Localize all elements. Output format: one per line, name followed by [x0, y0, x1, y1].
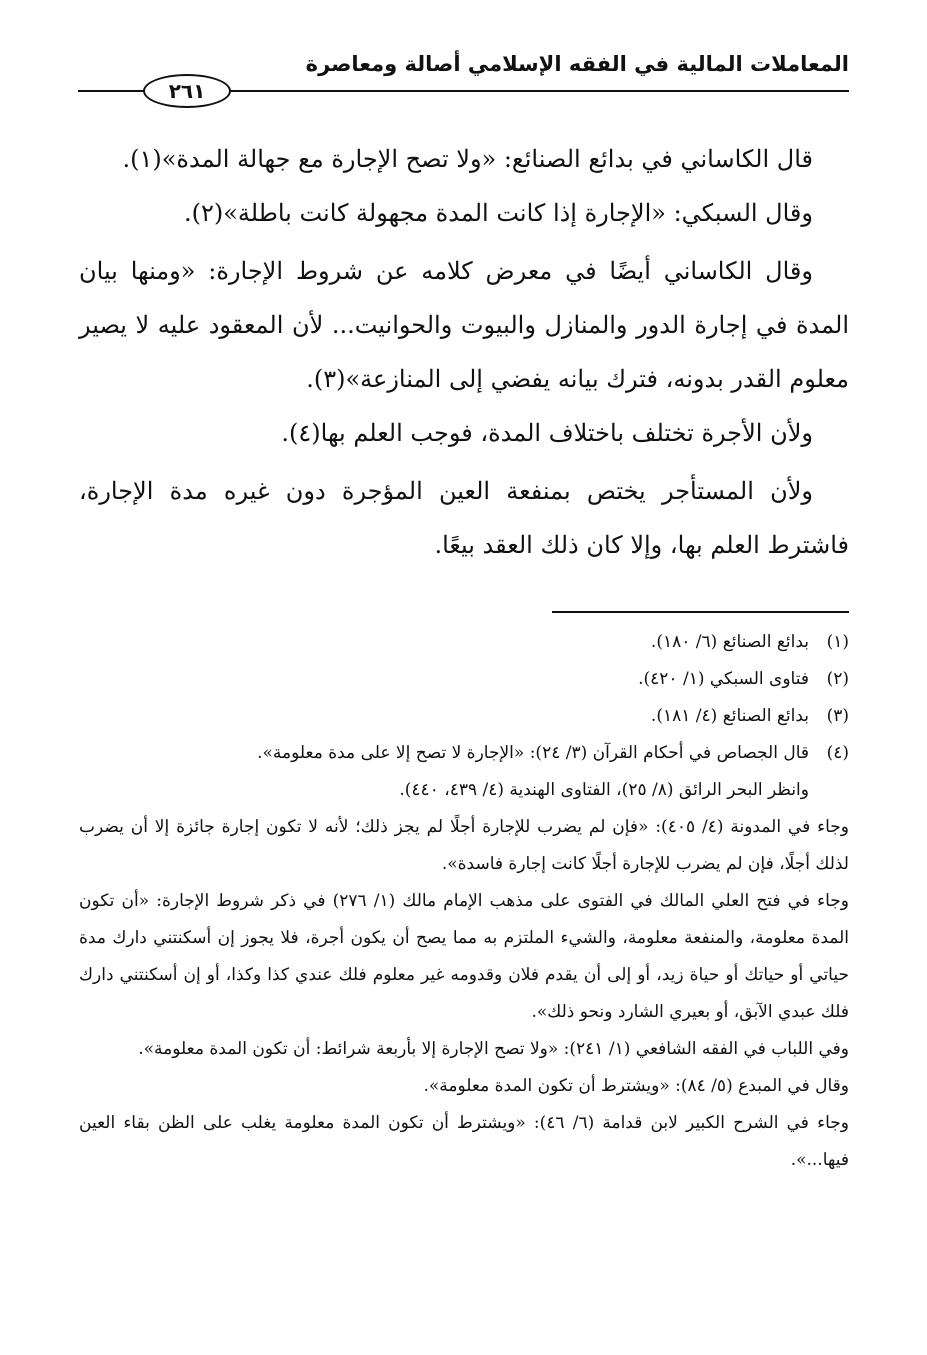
footnote-1	[79, 624, 849, 661]
footnote-text: بدائع الصنائع (٤/ ١٨١).	[650, 706, 809, 726]
footnotes	[79, 624, 849, 1179]
footnote-number: (١)	[826, 632, 849, 652]
footnote-4-continuation: وجاء في فتح العلي المالك في الفتوى على مذهب الإمام مالك (١/ ٢٧٦) في ذكر شروط الإجارة: «أن تكون المدة معلومة، والمنفعة معلومة، والشيء الملتزم به مما يصح أن يكون أجرة، فلا يجوز إن أسكنتني دارك مدة حياتي أو حياتك أو حياة زيد، أو إلى أن يقدم فلان وقدومه غير معلوم فلك عندي كذا وكذا، أو إن أسكنتني دارك فلك عبدي الآبق، أو بعيري الشارد ونحو ذلك».	[79, 891, 849, 1022]
paragraph-5: ولأن المستأجر يختص بمنفعة العين المؤجرة دون غيره مدة الإجارة، فاشترط العلم بها، وإلا كان ذلك العقد بيعًا.	[79, 477, 849, 559]
footnote-text: قال الجصاص في أحكام القرآن (٣/ ٢٤): «الإجارة لا تصح إلا على مدة معلومة».	[257, 743, 809, 763]
page-number: ٢٦١	[143, 74, 231, 108]
main-text	[79, 132, 849, 572]
footnote-4	[79, 735, 849, 772]
footnote-4-continuation: وجاء في المدونة (٤/ ٤٠٥): «فإن لم يضرب للإجارة أجلًا لم يجز ذلك؛ لأنه لا تكون إجارة جائزة إلا أن يضرب لذلك أجلًا، فإن لم يضرب للإجارة أجلًا كانت إجارة فاسدة».	[79, 817, 849, 874]
footnote-4-continuation: وجاء في الشرح الكبير لابن قدامة (٦/ ٤٦): «ويشترط أن تكون المدة معلومة يغلب على الظن بقاء العين فيها...».	[79, 1113, 849, 1170]
paragraph-1: قال الكاساني في بدائع الصنائع: «ولا تصح الإجارة مع جهالة المدة»(١).	[122, 145, 813, 173]
footnote-text: فتاوى السبكي (١/ ٤٢٠).	[638, 669, 809, 689]
footnote-4-continuation: وفي اللباب في الفقه الشافعي (١/ ٢٤١): «ولا تصح الإجارة إلا بأربعة شرائط: أن تكون المدة معلومة».	[138, 1039, 849, 1059]
footnote-number: (٣)	[826, 706, 849, 726]
footnote-separator	[552, 611, 849, 613]
paragraph-3: وقال الكاساني أيضًا في معرض كلامه عن شروط الإجارة: «ومنها بيان المدة في إجارة الدور والمنازل والبيوت والحوانيت... لأن المعقود عليه لا يصير معلوم القدر بدونه، فترك بيانه يفضي إلى المنازعة»(٣).	[79, 257, 850, 393]
footnote-number: (٤)	[826, 743, 849, 763]
footnote-text: بدائع الصنائع (٦/ ١٨٠).	[650, 632, 809, 652]
footnote-3	[79, 698, 849, 735]
paragraph-4: ولأن الأجرة تختلف باختلاف المدة، فوجب العلم بها(٤).	[281, 419, 813, 447]
footnote-4-continuation: وقال في المبدع (٥/ ٨٤): «ويشترط أن تكون المدة معلومة».	[423, 1076, 849, 1096]
footnote-2	[79, 661, 849, 698]
paragraph-2: وقال السبكي: «الإجارة إذا كانت المدة مجهولة كانت باطلة»(٢).	[183, 199, 813, 227]
footnote-number: (٢)	[826, 669, 849, 689]
footnote-4-continuation: وانظر البحر الرائق (٨/ ٢٥)، الفتاوى الهندية (٤/ ٤٣٩، ٤٤٠).	[399, 780, 809, 800]
running-title: المعاملات المالية في الفقه الإسلامي أصالة ومعاصرة	[305, 52, 849, 76]
